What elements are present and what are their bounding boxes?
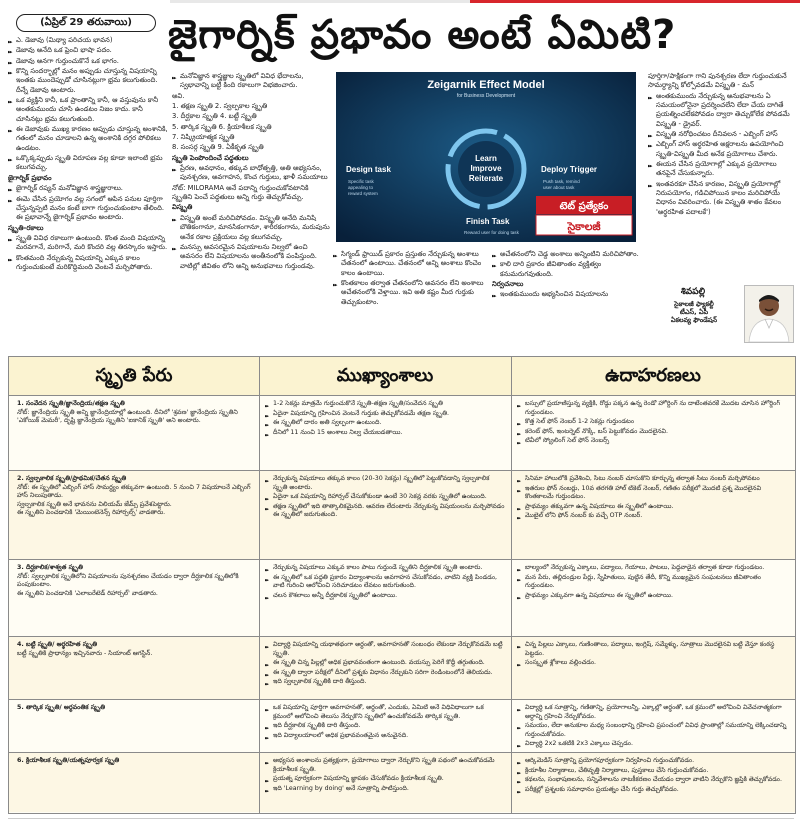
table-cell-examples [517, 400, 789, 447]
section-subheading: నిర్వచనాలు [492, 280, 524, 289]
design-task-desc: reward system [348, 191, 378, 196]
list-item: ▶▶ కొంతమంది నేర్చుకున్న విషయాన్ని ఎక్కువ కాలం గుర్తుంచుకుంటే మరికొద్దిమంది వెంటనే మర్చిపోతారు. [8, 254, 168, 273]
table-cell-points [265, 475, 505, 521]
list-item: ▶▶ కరెంట్ ఫోన్, ఇంటర్నెట్ నొక్కే, బస్ పెట్టుకోవడం మొదలైనవి. [517, 428, 789, 437]
row-title: 2. స్వల్పకాలిక స్మృతి/ప్రాథమిక/చేతన స్మృతి [17, 475, 127, 482]
center-line-2: Improve [470, 164, 502, 173]
memory-types-table [8, 356, 796, 814]
list-item: ▶▶ ఈ డెజావుకు ముఖ్య కారణం అప్పుడు చూస్తున్న అంశానికి, గతంలో మనం చూడాలని ఉన్న అంశానికి దగ్గర పోలికలు ఉండటం. [8, 125, 168, 153]
section-subheading: జైగార్నిక్ ప్రభావం [8, 173, 52, 182]
list-item: ▶▶ ఏదైనా ఒక విషయాన్ని రిహార్సల్ చేసుకోకుండా ఉంటే 30 సెకన్ల వరకు స్మృతిలో ఉంటుంది. [265, 493, 505, 502]
table-cell-points [265, 564, 505, 601]
badge-top-text: టెట్ ప్రత్యేకం [559, 201, 609, 212]
list-item: ▶▶ నేర్చుకున్న విషయాలు తక్కువ కాలం (20-30 సెకన్లు) స్మృతిలో పెట్టుకోవడాన్ని స్వల్పకాలిక స్మృతి అంటారు. [265, 475, 505, 492]
table-row [9, 700, 795, 753]
article-column-4 [333, 250, 489, 342]
list-item: ▶▶ సినిమా హాలులోకి ప్రవేశించి, సీటు నంబర్ చూసుకొని కూర్చున్న తర్వాత సీటు నంబర్ మర్చిపోవటం [517, 475, 789, 484]
list-item: ▶▶ విద్యార్థి 2x2 ఒకటికి 2x3 ఎక్కాలు చెప్పడం. [517, 740, 789, 749]
author-box [646, 285, 794, 343]
top-color-accent [470, 0, 800, 3]
article-column-5 [492, 250, 642, 342]
row-note: నోట్: స్వల్పకాలిక స్మృతిలోని విషయాలను పునశ్చరణం చేయడం ద్వారా దీర్ఘకాలిక స్మృతిలోకి పంపుకుంటాం. [17, 572, 239, 589]
top-color-strip [170, 0, 800, 3]
list-item: ▶▶ ఇతరుల ఫోన్ నంబర్లు, 10వ తరగతి హాల్ టికెట్ నెంబర్, గణితం పరీక్షలో మొదటి ప్రశ్న మొదలైనవి కొంతకాలమే గుర్తుండటం. [517, 485, 789, 502]
author-name: శివపల్లి [680, 287, 706, 297]
table-row [9, 396, 795, 471]
row-title: 3. దీర్ఘకాలిక/శాశ్వత స్మృతి [17, 564, 83, 571]
numbered-line: 7. నిష్క్రియాత్మక స్మృతి [172, 133, 235, 142]
list-item: ▶▶ ఇంతకుముందు అభ్యసించిన విషయాలను [492, 290, 642, 299]
table-cell-name [17, 475, 253, 518]
list-item: ▶▶ సంస్కృత శ్లోకాలు వల్లించడం. [517, 659, 789, 668]
section-subheading: విస్మృతి [172, 203, 193, 212]
row-title: 6. క్రియాశీలక స్మృతి/యత్నపూర్వక స్మృతి [17, 757, 120, 764]
author-desc-line: సైకాలజీ ఫ్యాకల్టీ [674, 300, 714, 308]
list-item: ▶▶ ఈయన చేసిన ప్రయోగాల్లో ఎక్కువ ప్రయోగాలు తనపైనే చేసుకున్నారు. [648, 160, 793, 179]
table-column-divider [511, 357, 512, 813]
row-note: ఈ స్మృతిని పెంచడానికి 'ఎలాబరేటెడ్ రిహార్సల్' వాడతారు. [17, 589, 158, 597]
table-cell-points [265, 757, 505, 794]
infographic-title: Zeigarnik Effect Model [427, 79, 545, 91]
table-header-cell: ఉదాహరణలు [605, 365, 701, 386]
list-item: ▶▶ ఒక్కొక్కప్పుడు స్మృతి విరూపణ వల్ల కూడా ఇలాంటి భ్రమ కలుగవచ్చు. [8, 154, 168, 173]
row-title: 4. బట్టీ స్మృతి/ అర్థరహిత స్మృతి [17, 641, 98, 648]
list-item: ▶▶ చిన్న పిల్లలు ఎక్కాలు, గుణింతాలు, పద్యాలు, ఇంగ్లిష్, సమ్మేళ్ళు, సూత్రాలు మొదలైనవి బట్టీ వేస్తూ కంఠస్థ పెట్టడం. [517, 641, 789, 658]
list-item: ▶▶ అభ్యసన అంశాలను ప్రత్యక్షంగా, ప్రయోగాలు ద్వారా నేర్చుకొని స్మృతి పథంలో ఉంచుకోవడమే క్రియాశీలక స్మృతి. [265, 757, 505, 774]
finish-task-label: Finish Task [466, 217, 510, 226]
list-item: ▶▶ క్రియాశీల నిర్మాణాలు, చేతివృత్తి నిర్మాణాలు, పుస్తకాలు చేసి గుర్తుంచుకోవడం. [517, 767, 789, 776]
list-item: ▶▶ ఆర్కిమెడిస్ సూత్రాన్ని ప్రయోగపూర్వకంగా నిర్వహించి గుర్తుంచుకోవడం. [517, 757, 789, 766]
article-column-6 [648, 72, 793, 257]
list-item: ▶▶ కొంతకాలం తర్వాత చేతనంలోని అవసరం లేని అంశాలు అచేతనంలోకి వెళ్తాయి. ఇవి అతి కష్టం మీద గుర్తుకు తెచ్చుకుంటాం. [333, 279, 489, 307]
table-cell-name [17, 400, 253, 426]
list-item: ▶▶ మన పేరు, తల్లిదండ్రుల పేర్లు, స్నేహితులు, పుట్టిన తేదీ, కొన్ని ముఖ్యమైన సంఘటనలు జీవితాంతం గుర్తుండటం. [517, 574, 789, 591]
badge-bottom-text: సైకాలజీ [567, 220, 601, 233]
list-item: ▶▶ టివీలో స్క్రోలింగ్ సెల్ ఫోన్ నెంబర్స్ [517, 437, 789, 446]
row-note: నోట్: ఈ స్మృతిలో ఎబ్బింగ్ హాస్ సామర్థ్యం తక్కువగా ఉంటుంది. 5 నుంచి 7 విషయాలనే ఎబ్బింగ్ హాస్ నిలుపుతాడు. [17, 483, 251, 500]
list-item: ▶▶ అంతకుముందు నేర్చుకున్న అనుభవాలను ఏ సమయంలోనైనా ప్రదర్శించలేని లేదా చేయ దాగితే ప్రయత్నించలేకపోవడం ద్వారా తెచ్చుకోలేక పోవడమే విస్మృతి - డ్రైవర్. [648, 92, 793, 129]
list-item: ▶▶ మొబైల్ లోని ఫోన్ నంబర్ కు వచ్చే OTP నంబర్. [517, 512, 789, 521]
list-item: ▶▶ జైగార్నిక్ రష్యన్ మనోవిజ్ఞాన శాస్త్రజ్ఞురాలు. [8, 184, 168, 193]
list-item: ▶▶ ప్రేరణ, అవధానం, తక్కువ బాధోత్పత్తి, అతి అభ్యసనం, పునశ్చరణ, అవగాహన, కొంచ గుర్తులు, ఖాళీ సమయాలు [172, 164, 330, 183]
table-cell-examples [517, 564, 789, 601]
table-cell-points [265, 704, 505, 741]
zeigarnik-infographic [336, 72, 636, 242]
list-item: ▶▶ కాలి దారి ప్రకారం జీవితాంతం వ్యక్తిత్వం కనుమరుగవుతుంది. [492, 260, 642, 279]
list-item: ▶▶ ఇది 'Learning by doing' అనే సూత్రాన్ని పాటిస్తుంది. [265, 785, 505, 794]
table-row [9, 471, 795, 560]
list-item: ▶▶ నేర్చుకున్న విషయాలు ఎక్కువ కాలం పాటు గుర్తుండే స్మృతిని దీర్ఘకాలిక స్మృతి అంటారు. [265, 564, 505, 573]
list-item: ▶▶ చలన కౌశలాలు అన్నీ దీర్ఘకాలిక స్మృతిలో ఉంటాయి. [265, 592, 505, 601]
list-item: ▶▶ 1-2 సెకన్లు మాత్రమే గుర్తుంచుకొనే స్మృతి-తక్షణ స్మృతి/సంవేదన స్మృతి [265, 400, 505, 409]
list-intro: అవి. [172, 91, 185, 100]
infographic-subtitle: for Business Development [456, 93, 516, 99]
list-item: ▶▶ మనస్సు అవసరమైన విషయాలను నిల్వలో ఉంచి అవసరం లేని విషయాలను అంతీనంలోకి పంపిస్తుంది. వాటిల్లో జీవితం లోని అన్ని అనుభవాలు గుర్తుండవు. [172, 243, 330, 271]
infographic-svg [336, 72, 636, 242]
list-item: ▶▶ స్మృతి వివిధ రకాలుగా ఉంటుంది. కొంత మంది విషయాన్ని మరవగానే, మరిగానే, మరి కొందరి వల్ల తిరస్కారం ఇస్తారు. [8, 234, 168, 253]
section-subheading: స్మృతి పెంపొందించే పద్ధతులు [172, 153, 249, 162]
table-cell-points [265, 641, 505, 688]
center-line-3: Reiterate [468, 174, 504, 183]
author-photo [744, 285, 794, 343]
finish-task-desc: Reward user for doing task [464, 230, 519, 235]
row-note: నోట్: జ్ఞానేంద్రియ స్మృతి అన్ని జ్ఞానేంద్రియాల్లో ఉంటుంది. దీనిలో 'శ్రవణ' జ్ఞానేంద్రియ స్మృతిని 'ఎకోయిక్ మెమరీ', దృష్టి జ్ఞానేంద్రియ స్మృతిని 'ఐకానిక్ స్మృతి' అని అంటారు. [17, 408, 238, 425]
numbered-line: 1. తక్షణ స్మృతి 2. స్వల్పకాల స్మృతి [172, 102, 268, 111]
table-cell-points [265, 400, 505, 438]
list-item: ▶▶ సిగ్మండ్ ఫ్రాయిడ్ ప్రకారం ప్రస్తుతం నేర్చుకున్న అంశాలు చేతనంలో ఉంటాయి. చేతనంలో అన్ని అంశాలు కొంచెం కాలం ఉంటాయి. [333, 250, 489, 278]
list-item: ▶▶ విద్యార్థి విషయాన్ని యథాతథంగా అర్థంతో, అవగాహనతో సంబంధం లేకుండా నేర్చుకోవడమే బట్టీ స్మృతి. [265, 641, 505, 658]
table-row [9, 560, 795, 637]
row-note: ఈ స్మృతిని పెంచడానికి 'మెయింటెనెన్స్ రిహార్సల్స్' వాడతారు. [17, 509, 166, 517]
list-item: ▶▶ మనోవిజ్ఞాన శాస్త్రజ్ఞుల స్మృతిలో వివిధ భేదాలను, స్వభావాన్ని బట్టి కింది రకాలుగా విభజించారు. [172, 72, 330, 91]
list-item: ▶▶ ఈ స్మృతి ద్వారా పరీక్షలో దీనిలో ప్రశ్నకు విధానం నేర్చుకుని సరిగా రెండింటంలోనే తెలియదు. [265, 669, 505, 678]
table-cell-examples [517, 757, 789, 795]
design-task-label: Design task [346, 165, 391, 174]
author-desc-line: టీఎస్, ఏపీ [679, 308, 709, 317]
article-column-1 [8, 36, 168, 342]
numbered-line: 5. తార్కిక స్మృతి 6. క్రియాశీలక స్మృతి [172, 122, 272, 131]
list-item: ▶▶ అచేతనంలోని చెడ్డ అంశాలు అన్నింటిని మరిచిపోతాం. [492, 250, 642, 259]
design-task-desc: Specific task [348, 179, 374, 184]
note-line: నోట్: MILORAMA అనే పదాన్ని గుర్తుంచుకోవటానికి స్మృతిని పెంచే పద్ధతులు అన్ని గుర్తు తెచ్చుకోవచ్చు. [172, 183, 309, 202]
deploy-trigger-desc: Push task, remind [543, 179, 580, 184]
list-item: ▶▶ బస్సులో ప్రయాణిస్తున్న వ్యక్తికి, రోడ్డు పక్కన ఉన్న రెండో హోర్డింగ్ ను దాటేంతవరకే మొదట చూసిన హోర్డింగ్ గుర్తుండటం. [517, 400, 789, 417]
table-cell-name [17, 704, 253, 713]
list-item: ▶▶ ఇది దీర్ఘకాలిక స్మృతికి దారి తీస్తుంది. [265, 722, 505, 731]
list-item: ▶▶ దీనిలో 11 నుంచి 15 అంశాలు నిల్వ చేయబడతాయి. [265, 429, 505, 438]
list-item: ▶▶ విస్మృతి నరోధించటం దీనివలన - ఎబ్బింగ్ హాస్ [648, 130, 793, 139]
list-item: ▶▶ ఈ స్మృతిలో దారం అతి స్వల్పంగా ఉంటుంది. [265, 419, 505, 428]
row-title: 1. సంవేదన స్మృతి/జ్ఞానేంద్రియ/తక్షణ స్మృతి [17, 400, 125, 407]
design-task-desc: appealing to [348, 185, 374, 190]
list-item: ▶▶ ఇది విద్యాలయాలలో అధిక ప్రభావవంతమైన అనువైనది. [265, 732, 505, 741]
list-item: ▶▶ విస్మృతి అంటే మరిచిపోవడం. విస్మృతి అనేది మనిషి బౌతికంగానూ, మానసికంగానూ, శారీరకంగాను, మరుపును అనేక రకాల ప్రక్రియలు వల్ల కలుగవచ్చు. [172, 214, 330, 242]
article-column-2 [172, 72, 330, 342]
paragraph: పూర్తిగా/పాక్షికంగా గాని పునశ్చరణ లేదా గుర్తుంచుకునే సామర్థ్యాన్ని కోల్పోవడమే విస్మృతి - మన్ [648, 72, 787, 90]
section-subheading: స్మృతి-రకాలు [8, 223, 44, 232]
table-cell-name [17, 564, 253, 598]
table-column-divider [259, 357, 260, 813]
table-row [9, 637, 795, 700]
list-item: ▶▶ ప్రాథమ్యం తక్కువగా ఉన్న విషయాలు ఈ స్మృతిలో ఉంటాయి. [517, 503, 789, 512]
author-desc-line: ఏకలవ్య ఫౌండేషన్ [670, 316, 718, 325]
center-line-1: Learn [475, 154, 497, 163]
row-title: 5. తార్కిక స్మృతి/ అర్థవంతిక స్మృతి [17, 704, 106, 711]
list-item: ▶▶ కొన్ని సందర్భాల్లో మనం అప్పుడు చూస్తున్న విషయాన్ని ఇంతకు ముందెప్పుడో చూసినట్లుగా భ్రమ కలుగుతుంది. దీన్నే డెజావు అంటారు. [8, 67, 168, 95]
table-cell-examples [517, 641, 789, 669]
list-item: ▶▶ ఏదైనా విషయాన్ని గ్రహించిన వెంటనే గుర్తుకు తెచ్చుకోవడమే తక్షణ స్మృతి. [265, 410, 505, 419]
list-item: ▶▶ సమయం, లేదా అనుకూల మధ్య సంబంధాన్ని గ్రహించి ప్రపంచంలో వివిధ ప్రాంతాల్లో సమయాన్ని లెక్కించడాన్ని గుర్తుంచుకోవడం. [517, 722, 789, 739]
bottom-divider [8, 818, 794, 819]
deploy-trigger-label: Deploy Trigger [541, 165, 598, 174]
row-note: స్వల్పకాలిక స్మృతి అనే భావనను విలియమ్ జేమ్స్ ప్రవేశపెట్టారు. [17, 500, 172, 508]
person-icon [745, 286, 793, 342]
table-cell-examples [517, 475, 789, 522]
table-header-cell: ముఖ్యాంశాలు [336, 365, 434, 386]
list-item: ▶▶ ఎ. డెజావు (మిథ్యా పరిచయ భావన) [8, 36, 168, 45]
date-pill: (ఏప్రిల్ 29 తరువాయి) [16, 14, 156, 32]
list-item: ▶▶ విద్యార్థి ఒక సూత్రాన్ని, గణితాన్ని, ప్రయోగాలన్నీ, ఎక్కాల్లో అర్థంతో, ఒక క్రమంలో అలోచించి వివేచనాత్మకంగా అర్థాన్ని గ్రహించి నేర్చుకోవడం. [517, 704, 789, 721]
numbered-line: 3. దీర్ఘకాల స్మృతి 4. బట్టీ స్మృతి [172, 112, 257, 121]
list-item: ▶▶ ఈ స్మృతిలో ఒక పద్ధతి ప్రకారం విద్యాంశాలను అవగాహన చేసుకోవడం, వాటిని వ్యక్తి పిండడం, వాటి గురించి ఆలోచించి సరిచూడటం లేవటం జరుగుతుంది. [265, 574, 505, 591]
list-item: ▶▶ ప్రయత్న పూర్వకంగా విషయాన్ని జ్ఞాపకం చేసుకోవడం క్రియాశీలక స్మృతి. [265, 775, 505, 784]
list-item: ▶▶ డెజావు అనగా గుర్తుంచుకొనే ఒక భాగం. [8, 57, 168, 66]
list-item: ▶▶ పరీక్షల్లో ప్రశ్నలకు సమాధానం ప్రయత్నం చేసి గుర్తు తెచ్చుకోవడం. [517, 786, 789, 795]
list-item: ▶▶ ఎబ్బింగ్ హాస్ అర్థరహిత అక్షరాలను ఉపయోగించి స్మృతి-విస్మృతి మీద అనేక ప్రయోగాలు చేశారు. [648, 140, 793, 159]
list-item: ▶▶ కొత్త సెల్ ఫోన్ నెంబర్ 1-2 సెకన్లు గుర్తుండటం [517, 418, 789, 427]
table-row [9, 753, 795, 812]
author-desc [648, 300, 740, 325]
list-item: ▶▶ తక్షణ స్మృతిలో ఇది తాత్కాలికమైనది. ఆవరణ లేదంటారు నేర్చుకున్న విషయంలను మర్చిపోవడం ఈ స్మృతిలో జరుగుతుంది. [265, 503, 505, 520]
list-item: ▶▶ కథలను, సంభాషణలను, సన్నివేశాలను నాటకీకరణం చేయడం ద్వారా వాటిని నేర్చుకొని జ్ఞప్తికి తెచ్చుకోవడం. [517, 776, 789, 785]
table-header-cell: స్మృతి పేరు [95, 365, 173, 386]
list-item: ▶▶ ఒక విషయాన్ని పూర్తిగా అవగాహనతో, అర్థంతో, ఎందుకు, ఏమిటి అనే విధివిధాలుగా ఒక క్రమంలో ఆలోచించి తెలుసు నేర్చుకొని స్మృతిలో ఉంచుకోవడమే తార్కిక స్మృతి. [265, 704, 505, 721]
table-header-row [9, 357, 795, 396]
row-note: బట్టీ స్మృతికి ప్రాధాన్యం ఇచ్చినవారు - సియాంట్ ఆగస్టిన్. [17, 649, 153, 657]
table-cell-name [17, 641, 253, 658]
deploy-trigger-desc: user about task [543, 185, 575, 190]
table-cell-name [17, 757, 253, 766]
list-item: ▶▶ ఒక వ్యక్తిని కానీ, ఒక ప్రాంతాన్ని కానీ, ఆ వస్తువును కానీ అంతకుముందు చూసి ఉండటం నిజం కాదు. కానీ చూసినట్లు భ్రమ కలుగుతుంది. [8, 96, 168, 124]
table-cell-examples [517, 704, 789, 750]
numbered-line: 8. సంసర్గ స్మృతి 9. ఏకీకృత స్మృతి [172, 143, 264, 152]
list-item: ▶▶ ప్రాథమ్యం ఎక్కువగా ఉన్న విషయాలు ఈ స్మృతిలో ఉంటాయి. [517, 592, 789, 601]
list-item: ▶▶ ఇంతవరకూ చేసిన కారణం, విస్మృతి ప్రయోగాల్లో నిరుపయోగం, గడిచిపోయిన కాలం మరిచిపోయే విధానం వివరించారు. (ఈ విస్మృతి శాతం కేవలం 'అర్థరహిత పదాలకే') [648, 180, 793, 217]
list-item: ▶▶ డెజావు అనేది ఒక ఫ్రెంచి భాషా పదం. [8, 46, 168, 55]
list-item: ▶▶ బాల్యంలో నేర్చుకున్న ఎక్కాలు, పద్యాలు, గేయాలు, పాటలు, పెద్దవాడైన తర్వాత కూడా గుర్తుండటం. [517, 564, 789, 573]
list-item: ▶▶ ఈ స్మృతి చిన్న పిల్లల్లో అధిక ప్రభావవంతంగా ఉంటుంది. వయస్సు పెరిగే కొద్దీ తగ్గుతుంది. [265, 659, 505, 668]
list-item: ▶▶ ఇది స్వల్పకాలిక స్మృతికి దారి తీస్తుంది. [265, 678, 505, 687]
headline: జైగార్నిక్ ప్రభావం అంటే ఏమిటి? [168, 12, 677, 58]
list-item: ▶▶ ఈమె చేసిన ప్రయోగం వల్ల సగంలో ఆపిన పనుల పూర్తిగా చేస్తున్నప్పటి మనం కంటే బాగా గుర్తుంచుకుంటాం తేలింది. ఈ ప్రభావాన్నే జైగార్నిక్ ప్రభావం అంటారు. [8, 195, 168, 223]
